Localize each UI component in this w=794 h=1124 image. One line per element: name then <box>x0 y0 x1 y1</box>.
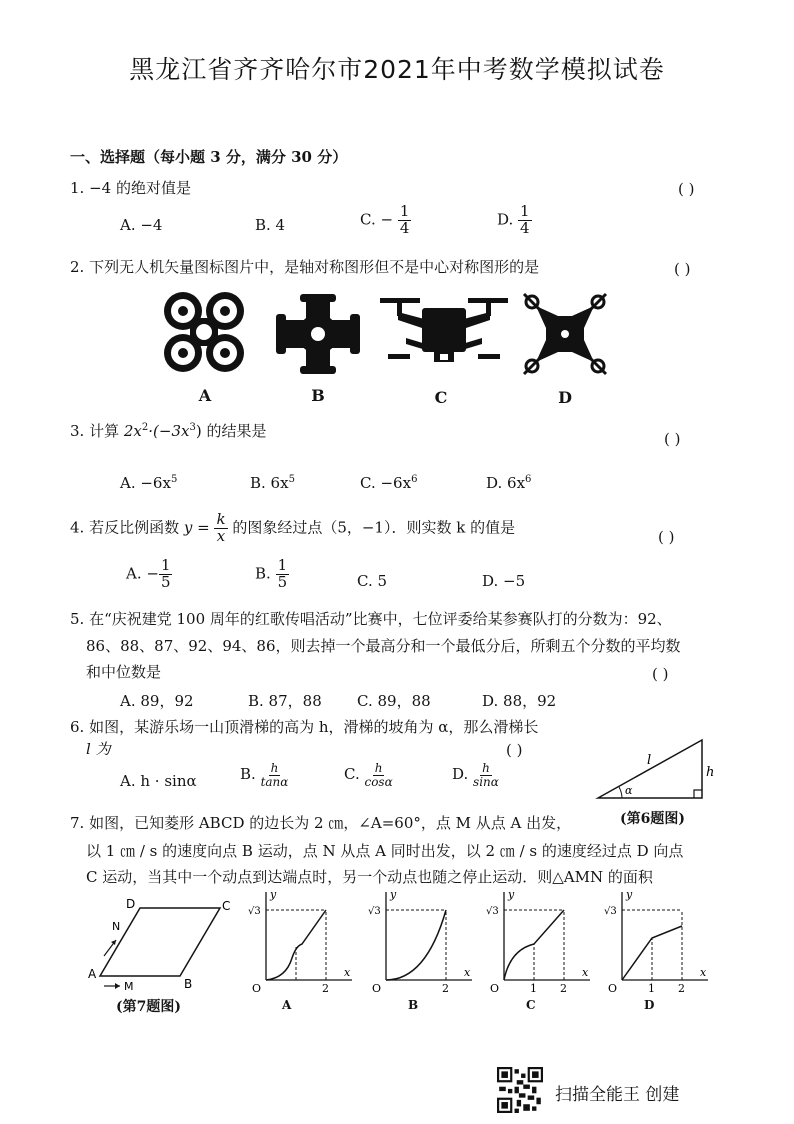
q3-c-pre: C. −6x <box>360 474 412 492</box>
q1-option-c-prefix: C. − <box>360 210 394 229</box>
graph-a-sqrt3: √3 <box>248 906 261 917</box>
fig6-label-l: l <box>647 753 652 768</box>
drone-label-c: C <box>434 388 448 407</box>
q3-option-d <box>486 474 531 492</box>
q6-b-denominator: tanα <box>260 774 289 789</box>
q1-d-denominator: 4 <box>520 218 530 237</box>
drone-label-b: B <box>311 386 325 405</box>
drone-icon-d <box>518 288 612 380</box>
slide-triangle-figure <box>592 736 722 806</box>
question-4-stem <box>70 512 515 545</box>
q3-prefix: 3. 计算 <box>70 422 124 440</box>
graph-c-origin: O <box>490 982 500 994</box>
graph-a-axis-y: y <box>270 888 277 901</box>
question-6-line1: 6. 如图，某游乐场一山顶滑梯的高为 h，滑梯的坡角为 α，那么滑梯长 <box>70 718 539 736</box>
q4-a-numerator: 1 <box>160 556 171 574</box>
question-1-stem: 1. −4 的绝对值是 <box>70 179 191 197</box>
q4-y-eq: y = <box>183 518 210 537</box>
q4-option-c: C. 5 <box>357 572 388 590</box>
graph-c-tick1: 1 <box>530 982 537 994</box>
graph-a-tick2: 2 <box>322 982 329 994</box>
graph-d-axis-x: x <box>700 966 707 979</box>
q6-option-c <box>344 762 393 788</box>
q4-denominator: x <box>216 526 226 545</box>
q4-option-b <box>255 558 289 591</box>
rhombus-label-c: C <box>222 899 231 913</box>
graph-b-sqrt3: √3 <box>368 906 381 917</box>
q6-c-denominator: cosα <box>364 774 393 789</box>
graph-c-tick2: 2 <box>560 982 567 994</box>
graph-c-sqrt3: √3 <box>486 906 499 917</box>
graph-option-d <box>600 888 712 994</box>
graph-label-d: D <box>644 998 655 1012</box>
drone-icon-a <box>162 290 246 374</box>
section-heading: 一、选择题（每小题 3 分，满分 30 分） <box>70 148 348 166</box>
q3-option-a <box>120 474 177 492</box>
question-5-line1: 5. 在“庆祝建党 100 周年的红歌传唱活动”比赛中，七位评委给某参赛队打的分数为：92、 <box>70 610 672 628</box>
question-3-stem <box>70 420 266 441</box>
q6-option-d <box>452 762 499 788</box>
q3-expr-a: 2x <box>123 422 142 440</box>
graph-label-b: B <box>408 998 419 1012</box>
answer-paren-1: ( ) <box>678 180 695 198</box>
q3-option-c <box>360 474 417 492</box>
graph-option-a <box>244 888 356 994</box>
q4-a-pre: A. − <box>126 564 159 583</box>
fig6-label-alpha: α <box>625 784 633 797</box>
q3-suffix: ) 的结果是 <box>195 422 267 440</box>
q3-d-exp: 6 <box>525 474 532 485</box>
graph-d-origin: O <box>608 982 618 994</box>
q4-b-pre: B. <box>255 564 276 583</box>
q4-prefix: 4. 若反比例函数 <box>70 518 184 537</box>
question-6-line2: l 为 <box>86 740 111 758</box>
graph-option-b <box>364 888 476 994</box>
graph-b-tick2: 2 <box>442 982 449 994</box>
drone-icon-c <box>378 294 510 372</box>
q4-suffix: 的图象经过点（5，−1）．则实数 k 的值是 <box>227 518 516 537</box>
q6-c-pre: C. <box>344 765 365 784</box>
q1-c-numerator: 1 <box>399 202 410 220</box>
q4-b-numerator: 1 <box>277 556 288 574</box>
graph-c-axis-x: x <box>582 966 589 979</box>
graph-label-a: A <box>282 998 292 1012</box>
answer-paren-2: ( ) <box>674 260 691 278</box>
q4-a-denominator: 5 <box>160 572 171 591</box>
graph-d-sqrt3: √3 <box>604 906 617 917</box>
graph-option-c <box>482 888 594 994</box>
rhombus-label-n: N <box>112 920 121 933</box>
graph-d-axis-y: y <box>626 888 633 901</box>
question-7-line3: C 运动，当其中一个动点到达端点时，另一个动点也随之停止运动．则△AMN 的面积 <box>86 868 653 886</box>
q1-option-a: A. −4 <box>120 216 163 234</box>
q1-option-d <box>497 204 532 237</box>
q1-c-denominator: 4 <box>399 218 410 237</box>
q6-d-denominator: sinα <box>473 774 499 789</box>
q3-a-exp: 5 <box>170 474 178 485</box>
graph-d-tick1: 1 <box>648 982 655 994</box>
drone-icon-b <box>276 294 360 374</box>
graph-a-axis-x: x <box>344 966 351 979</box>
q3-a-pre: A. −6x <box>120 474 171 492</box>
q3-b-pre: B. 6x <box>250 474 289 492</box>
q3-b-exp: 5 <box>288 474 295 485</box>
q6-b-pre: B. <box>240 765 261 784</box>
q3-c-exp: 6 <box>411 474 418 485</box>
page-title: 黑龙江省齐齐哈尔市2021年中考数学模拟试卷 <box>129 55 665 84</box>
drone-label-d: D <box>558 388 572 407</box>
graph-c-axis-y: y <box>508 888 515 901</box>
q5-option-a: A. 89，92 <box>120 692 194 710</box>
fig7-caption: (第7题图) <box>116 999 181 1015</box>
rhombus-figure <box>86 896 236 992</box>
rhombus-label-d: D <box>126 897 136 911</box>
q5-option-c: C. 89，88 <box>357 692 431 710</box>
rhombus-label-a: A <box>88 967 97 981</box>
rhombus-label-m: M <box>124 980 134 992</box>
q6-d-pre: D. <box>452 765 474 784</box>
rhombus-label-b: B <box>184 977 193 991</box>
scanner-credit: 扫描全能王 创建 <box>555 1085 680 1105</box>
question-2-stem: 2. 下列无人机矢量图标图片中，是轴对称图形但不是中心对称图形的是 <box>70 258 540 276</box>
q3-exp-b: 3 <box>189 422 196 433</box>
q3-option-b <box>250 474 295 492</box>
graph-b-axis-x: x <box>464 966 471 979</box>
answer-paren-6: ( ) <box>506 741 523 759</box>
q6-b-numerator: h <box>270 761 279 775</box>
q3-exp-a: 2 <box>141 422 149 433</box>
graph-b-axis-y: y <box>390 888 397 901</box>
q6-option-a: A. h · sinα <box>120 772 197 790</box>
q6-d-numerator: h <box>482 761 490 775</box>
q5-option-b: B. 87，88 <box>248 692 322 710</box>
question-5-line3: 和中位数是 <box>86 663 162 681</box>
question-7-line2: 以 1 ㎝ / s 的速度向点 B 运动，点 N 从点 A 同时出发，以 2 ㎝ / s 的速度经过点 D 向点 <box>86 842 684 860</box>
drone-label-a: A <box>198 386 212 405</box>
q1-option-c <box>360 204 411 237</box>
q1-option-d-prefix: D. <box>497 210 519 229</box>
graph-label-c: C <box>526 998 536 1012</box>
answer-paren-4: ( ) <box>658 528 675 546</box>
q4-option-a <box>126 558 172 591</box>
q1-d-numerator: 1 <box>520 202 530 220</box>
qr-code-icon <box>497 1067 543 1113</box>
fig6-caption: (第6题图) <box>620 811 685 827</box>
graph-a-origin: O <box>252 982 262 994</box>
answer-paren-3: ( ) <box>664 430 681 448</box>
q6-c-numerator: h <box>374 761 383 775</box>
graph-b-origin: O <box>372 982 382 994</box>
graph-d-tick2: 2 <box>678 982 685 994</box>
question-5-line2: 86、88、87、92、94、86，则去掉一个最高分和一个最低分后，所剩五个分数的平均数 <box>86 637 681 655</box>
q5-option-d: D. 88，92 <box>482 692 557 710</box>
q3-d-pre: D. 6x <box>486 474 526 492</box>
fig6-label-h: h <box>706 765 715 780</box>
answer-paren-5: ( ) <box>652 665 669 683</box>
q1-option-b: B. 4 <box>255 216 286 234</box>
q4-numerator: k <box>216 510 226 528</box>
q4-option-d: D. −5 <box>482 572 526 590</box>
q3-mid: ·(−3x <box>148 422 190 440</box>
q6-option-b <box>240 762 288 788</box>
q4-b-denominator: 5 <box>277 572 288 591</box>
question-7-line1: 7. 如图，已知菱形 ABCD 的边长为 2 ㎝，∠A=60°，点 M 从点 A 出发， <box>70 814 572 832</box>
